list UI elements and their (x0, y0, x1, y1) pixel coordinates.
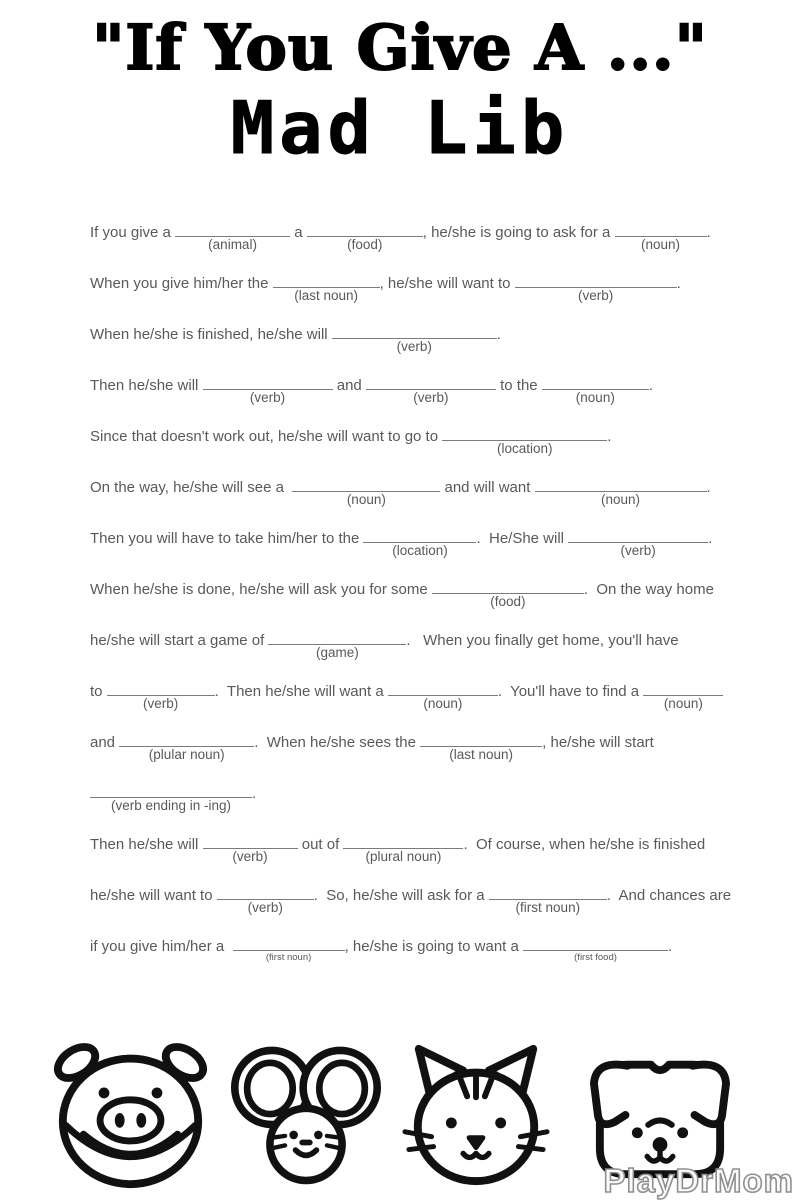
fill-in-blank (175, 223, 290, 252)
blank-label: (verb) (413, 389, 449, 405)
blank-label: (verb) (247, 899, 283, 915)
madlib-text: , he/she is going to want a (344, 937, 524, 955)
madlib-line (90, 376, 730, 405)
blank-label: (verb) (578, 287, 614, 303)
fill-in-blank (523, 937, 668, 963)
madlib-text: , he/she is going to ask for a (422, 223, 615, 241)
blank-label: (food) (490, 593, 526, 609)
fill-in-blank (273, 274, 380, 303)
madlib-text: and (332, 376, 366, 394)
madlib-line (90, 835, 730, 864)
madlib-line (90, 733, 730, 762)
madlib-text: When you give him/her the (90, 274, 273, 292)
blank-label: (verb ending in -ing) (110, 797, 232, 813)
blank-label: (animal) (208, 236, 257, 252)
blank-label: (noun) (423, 695, 463, 711)
madlib-text: a (290, 223, 307, 241)
madlib-text: . You'll have to find a (497, 682, 644, 700)
madlib-text: Since that doesn't work out, he/she will want to go to (90, 427, 443, 445)
fill-in-blank (203, 835, 298, 864)
fill-in-blank (643, 682, 723, 711)
madlib-line (90, 580, 730, 609)
fill-in-blank (515, 274, 677, 303)
pig-icon (48, 1037, 213, 1192)
fill-in-blank (420, 733, 542, 762)
blank-label: (noun) (663, 695, 703, 711)
madlib-text: . On the way home (583, 580, 714, 598)
madlib-text: . Of course, when he/she is finished (463, 835, 706, 853)
madlib-text: . (648, 376, 653, 394)
blank-label: (noun) (346, 491, 386, 507)
madlib-text: When he/she is finished, he/she will (90, 325, 332, 343)
madlib-text: , he/she will want to (379, 274, 515, 292)
madlib-line (90, 886, 732, 915)
madlib-text: . (676, 274, 681, 292)
fill-in-blank (119, 733, 254, 762)
fill-in-blank (203, 376, 333, 405)
blank-label: (first noun) (515, 899, 581, 915)
madlib-text: he/she will want to (90, 886, 217, 904)
blank-label: (first food) (574, 951, 617, 963)
blank-label: (verb) (620, 542, 656, 558)
blank-label: (last noun) (449, 746, 514, 762)
madlib-text: . (706, 478, 711, 496)
blank-label: (noun) (575, 389, 615, 405)
blank-label: (verb) (232, 848, 268, 864)
madlib-text: if you give him/her a (90, 937, 233, 955)
fill-in-blank (307, 223, 423, 252)
madlib-text: . He/She will (476, 529, 569, 547)
fill-in-blank (217, 886, 314, 915)
madlib-text: and (90, 733, 120, 751)
madlib-text: . And chances are (606, 886, 732, 904)
fill-in-blank (268, 631, 406, 660)
madlib-line (90, 937, 730, 963)
page-subtitle: Mad Lib (230, 86, 570, 171)
madlib-line (90, 325, 730, 354)
fill-in-blank (366, 376, 496, 405)
blank-label: (location) (496, 440, 553, 456)
blank-label: (location) (392, 542, 448, 558)
madlib-text: . When you finally get home, you'll have (406, 631, 679, 649)
fill-in-blank (489, 886, 607, 915)
fill-in-blank (388, 682, 498, 711)
mouse-icon (227, 1040, 385, 1190)
madlib-text: Then he/she will (90, 376, 203, 394)
madlib-text: . (496, 325, 501, 343)
madlib-text: . (668, 937, 673, 955)
madlib-text: . When he/she sees the (254, 733, 421, 751)
madlib-text: out of (297, 835, 344, 853)
madlib-text: . So, he/she will ask for a (313, 886, 489, 904)
fill-in-blank (343, 835, 463, 864)
blank-label: (verb) (249, 389, 286, 405)
watermark: PlayDrMom (603, 1162, 794, 1199)
madlib-line (90, 682, 730, 711)
madlib-line (90, 784, 730, 813)
madlib-text: , he/she will start (542, 733, 654, 751)
blank-label: (noun) (641, 236, 681, 252)
fill-in-blank (90, 784, 252, 813)
madlib-line (90, 223, 730, 252)
madlib-text: . (252, 784, 257, 802)
blank-label: (food) (347, 236, 383, 252)
madlib-lines (90, 223, 732, 963)
fill-in-blank (292, 478, 440, 507)
fill-in-blank (542, 376, 649, 405)
madlib-line (90, 631, 730, 660)
blank-label: (plular noun) (148, 746, 225, 762)
madlib-text: and will want (440, 478, 535, 496)
madlib-text: to (90, 682, 107, 700)
madlib-text: When he/she is done, he/she will ask you for some (90, 580, 432, 598)
madlib-text: Then you will have to take him/her to the (90, 529, 364, 547)
fill-in-blank (233, 937, 345, 963)
madlib-text: Then he/she will (90, 835, 203, 853)
madlib-text: . (706, 223, 711, 241)
madlib-text: . (607, 427, 612, 445)
blank-label: (verb) (143, 695, 179, 711)
blank-label: (first noun) (265, 951, 312, 963)
cat-icon (398, 1040, 554, 1190)
madlib-text: If you give a (90, 223, 176, 241)
madlib-text: . (708, 529, 713, 547)
madlib-text: On the way, he/she will see a (90, 478, 293, 496)
page-title: "If You Give A ..." (92, 11, 708, 84)
blank-label: (game) (316, 644, 359, 660)
footer (0, 1037, 800, 1199)
blank-label: (plural noun) (365, 848, 442, 864)
madlib-line (90, 274, 730, 303)
fill-in-blank (332, 325, 497, 354)
blank-label: (last noun) (294, 287, 358, 303)
blank-label: (noun) (601, 491, 641, 507)
madlib-line (90, 427, 730, 456)
fill-in-blank (568, 529, 708, 558)
madlib-text: to the (495, 376, 542, 394)
fill-in-blank (615, 223, 707, 252)
madlib-line (90, 478, 730, 507)
madlib-line (90, 529, 730, 558)
fill-in-blank (363, 529, 476, 558)
fill-in-blank (432, 580, 584, 609)
madlib-text: he/she will start a game of (90, 631, 269, 649)
blank-label: (verb) (396, 338, 432, 354)
madlib-text: . Then he/she will want a (214, 682, 388, 700)
fill-in-blank (442, 427, 607, 456)
fill-in-blank (535, 478, 707, 507)
fill-in-blank (107, 682, 215, 711)
